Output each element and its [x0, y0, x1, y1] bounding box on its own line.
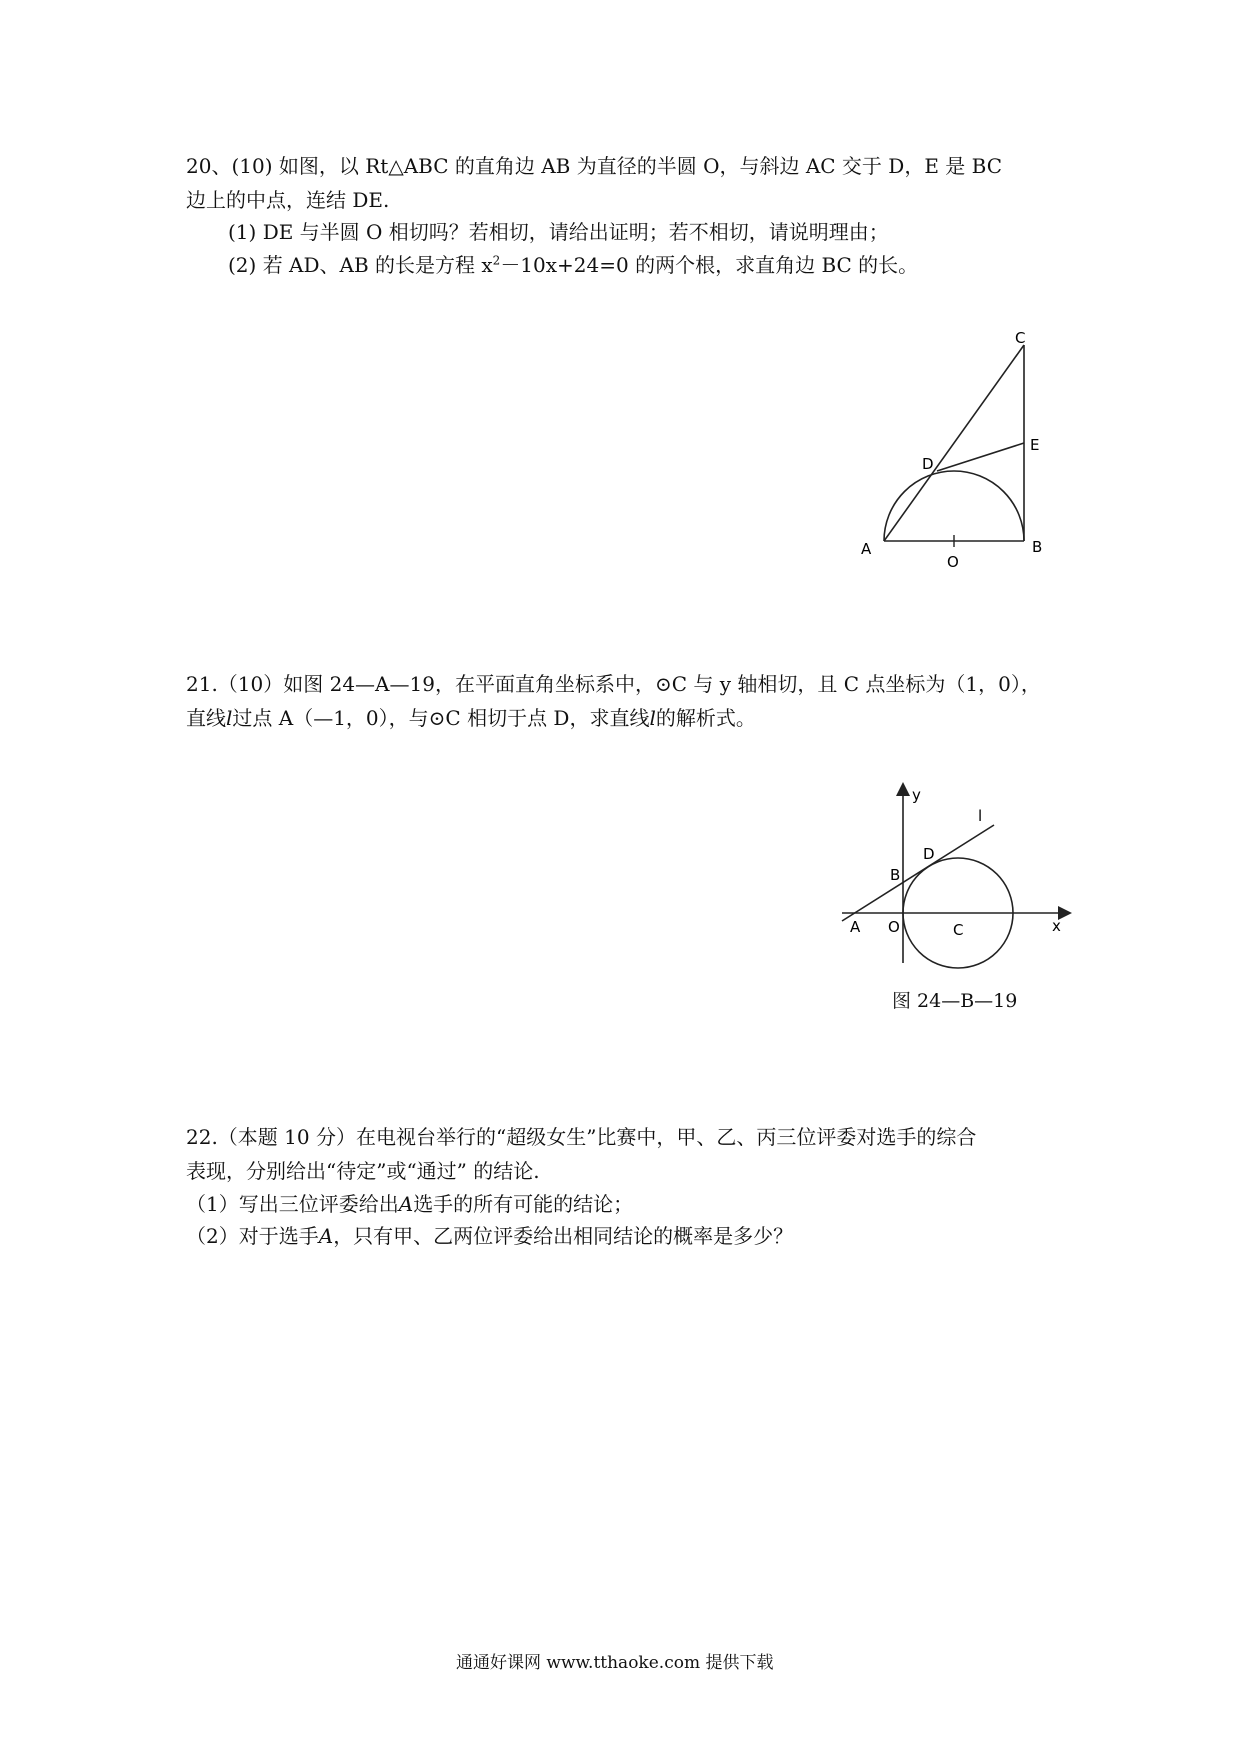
label-o: O — [947, 553, 959, 571]
label-b: B — [890, 866, 901, 884]
q20-sub1: (1) DE 与半圆 O 相切吗？若相切，请给出证明；若不相切，请说明理由； — [228, 220, 889, 244]
q20-line2: 边上的中点，连结 DE. — [186, 188, 390, 212]
label-b: B — [1032, 538, 1043, 556]
y-axis-arrow — [896, 782, 910, 796]
label-d: D — [922, 455, 934, 473]
label-a: A — [850, 918, 861, 936]
q22-sub2: （2）对于选手A，只有甲、乙两位评委给出相同结论的概率是多少？ — [186, 1224, 794, 1248]
page-footer: 通通好课网 www.tthaoke.com 提供下载 — [456, 1653, 774, 1673]
label-l: l — [978, 807, 983, 825]
q20-sub2: (2) 若 AD、AB 的长是方程 $x^2-10x+24=0$ 的两个根，求直角边 BC 的长。 — [228, 253, 919, 277]
label-x: x — [1052, 917, 1061, 935]
q21-figure — [830, 770, 1080, 980]
line-l — [842, 825, 994, 921]
q22-line1: 22.（本题 10 分）在电视台举行的“超级女生”比赛中，甲、乙、丙三位评委对选手的综合 — [186, 1125, 977, 1149]
q20-line1: 20、(10) 如图，以 Rt△ABC 的直角边 AB 为直径的半圆 O，与斜边 AC 交于 D，E 是 BC — [186, 154, 1003, 178]
q21-line2: 直线l过点 A（—1，0），与⊙C 相切于点 D，求直线l的解析式。 — [186, 706, 756, 730]
label-c: C — [1015, 329, 1026, 347]
q20-figure — [830, 320, 1060, 580]
label-y: y — [912, 786, 921, 804]
label-o: O — [888, 918, 900, 936]
q22-sub1: （1）写出三位评委给出A选手的所有可能的结论； — [186, 1192, 634, 1216]
label-e: E — [1030, 436, 1040, 454]
semicircle-o — [884, 471, 1024, 541]
q22-line2: 表现，分别给出“待定”或“通过” 的结论. — [186, 1159, 540, 1183]
label-c: C — [953, 921, 964, 939]
segment-ac — [884, 345, 1024, 541]
label-d: D — [923, 845, 935, 863]
label-a: A — [861, 540, 872, 558]
q21-line1: 21.（10）如图 24—A—19，在平面直角坐标系中，⊙C 与 y 轴相切，且 C 点坐标为（1，0）， — [186, 672, 1041, 696]
q21-figure-caption: 图 24—B—19 — [892, 990, 1018, 1012]
